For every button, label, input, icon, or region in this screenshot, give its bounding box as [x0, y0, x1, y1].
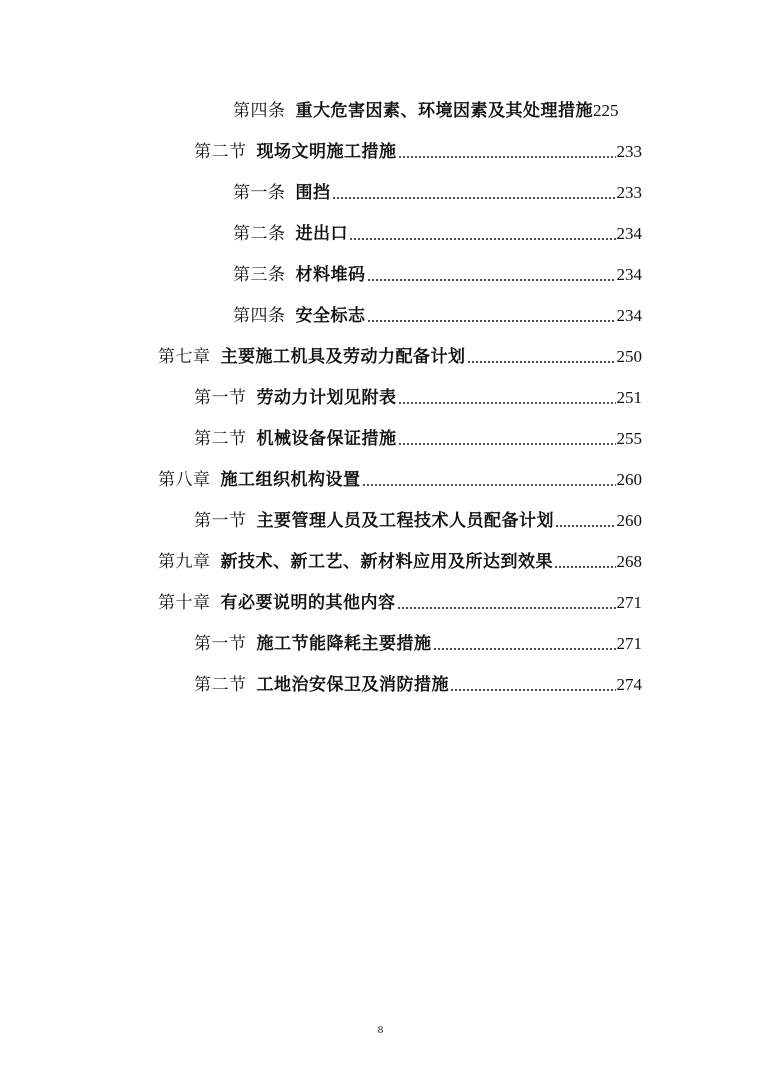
dot-leader [349, 238, 616, 240]
dot-leader [332, 197, 616, 199]
toc-entry-prefix: 第三条 [233, 265, 286, 285]
toc-entry-page: 274 [616, 675, 642, 694]
toc-entry-prefix: 第七章 [158, 347, 211, 367]
dot-leader [433, 648, 616, 650]
toc-entry-page: 260 [616, 511, 642, 530]
toc-entry[interactable] [194, 137, 642, 167]
toc-entry-title: 新技术、新工艺、新材料应用及所达到效果 [220, 552, 553, 572]
toc-entry-prefix: 第二节 [194, 429, 247, 449]
toc-entry-title: 施工组织机构设置 [220, 470, 361, 490]
toc-entry[interactable] [194, 506, 642, 536]
toc-entry-prefix: 第二节 [194, 675, 247, 695]
toc-entry-page: 225 [593, 101, 619, 120]
toc-entry-page: 250 [616, 347, 642, 366]
toc-entry-title: 机械设备保证措施 [256, 429, 397, 449]
toc-entry-page: 271 [616, 634, 642, 653]
toc-entry[interactable] [158, 547, 642, 577]
toc-entry-title: 有必要说明的其他内容 [220, 593, 396, 613]
toc-entry-page: 234 [616, 265, 642, 284]
toc-entry-prefix: 第一条 [233, 183, 286, 203]
toc-entry-page: 255 [616, 429, 642, 448]
dot-leader [398, 156, 616, 158]
toc-entry-title: 劳动力计划见附表 [256, 388, 397, 408]
page-number: 8 [377, 1024, 384, 1036]
toc-entry-title: 围挡 [295, 183, 331, 203]
toc-entry-page: 234 [616, 306, 642, 325]
toc-entry-title: 工地治安保卫及消防措施 [256, 675, 449, 695]
toc-entry[interactable] [194, 383, 642, 413]
toc-entry-prefix: 第八章 [158, 470, 211, 490]
toc-entry-prefix: 第一节 [194, 511, 247, 531]
toc-entry-prefix: 第四条 [233, 306, 286, 326]
dot-leader [398, 443, 616, 445]
toc-entry-prefix: 第一节 [194, 634, 247, 654]
toc-entry-prefix: 第四条 [233, 101, 286, 121]
toc-entry-title: 现场文明施工措施 [256, 142, 397, 162]
toc-entry-title: 主要施工机具及劳动力配备计划 [220, 347, 466, 367]
toc-entry-prefix: 第二条 [233, 224, 286, 244]
dot-leader [398, 402, 616, 404]
toc-entry[interactable] [233, 178, 642, 208]
toc-entry-page: 234 [616, 224, 642, 243]
dot-leader [555, 525, 616, 527]
toc-entry-prefix: 第一节 [194, 388, 247, 408]
toc-entry[interactable] [158, 465, 642, 495]
toc-entry-prefix: 第九章 [158, 552, 211, 572]
toc-entry-title: 安全标志 [295, 306, 366, 326]
toc-entry[interactable] [194, 670, 642, 700]
toc-entry[interactable] [233, 301, 642, 331]
toc-entry-page: 233 [616, 142, 642, 161]
dot-leader [362, 484, 616, 486]
toc-entry-page: 268 [616, 552, 642, 571]
toc-entry[interactable] [158, 588, 642, 618]
toc-entry-page: 271 [616, 593, 642, 612]
toc-entry[interactable] [158, 342, 642, 372]
toc-entry[interactable] [194, 424, 642, 454]
dot-leader [397, 607, 616, 609]
toc-entry-page: 260 [616, 470, 642, 489]
toc-entry[interactable] [233, 219, 642, 249]
toc-entry-prefix: 第十章 [158, 593, 211, 613]
toc-entry-title: 重大危害因素、环境因素及其处理措施 [295, 101, 593, 121]
toc-entry-title: 施工节能降耗主要措施 [256, 634, 432, 654]
toc-entry-page: 233 [616, 183, 642, 202]
toc-entry-page: 251 [616, 388, 642, 407]
dot-leader [450, 689, 616, 691]
dot-leader [367, 279, 616, 281]
toc-entry-prefix: 第二节 [194, 142, 247, 162]
toc-entry-title: 主要管理人员及工程技术人员配备计划 [256, 511, 554, 531]
toc-entry[interactable] [233, 96, 642, 126]
dot-leader [367, 320, 616, 322]
toc-entry[interactable] [233, 260, 642, 290]
toc-entry-title: 材料堆码 [295, 265, 366, 285]
toc-entry-title: 进出口 [295, 224, 348, 244]
toc-entry[interactable] [194, 629, 642, 659]
dot-leader [554, 566, 616, 568]
dot-leader [467, 361, 616, 363]
